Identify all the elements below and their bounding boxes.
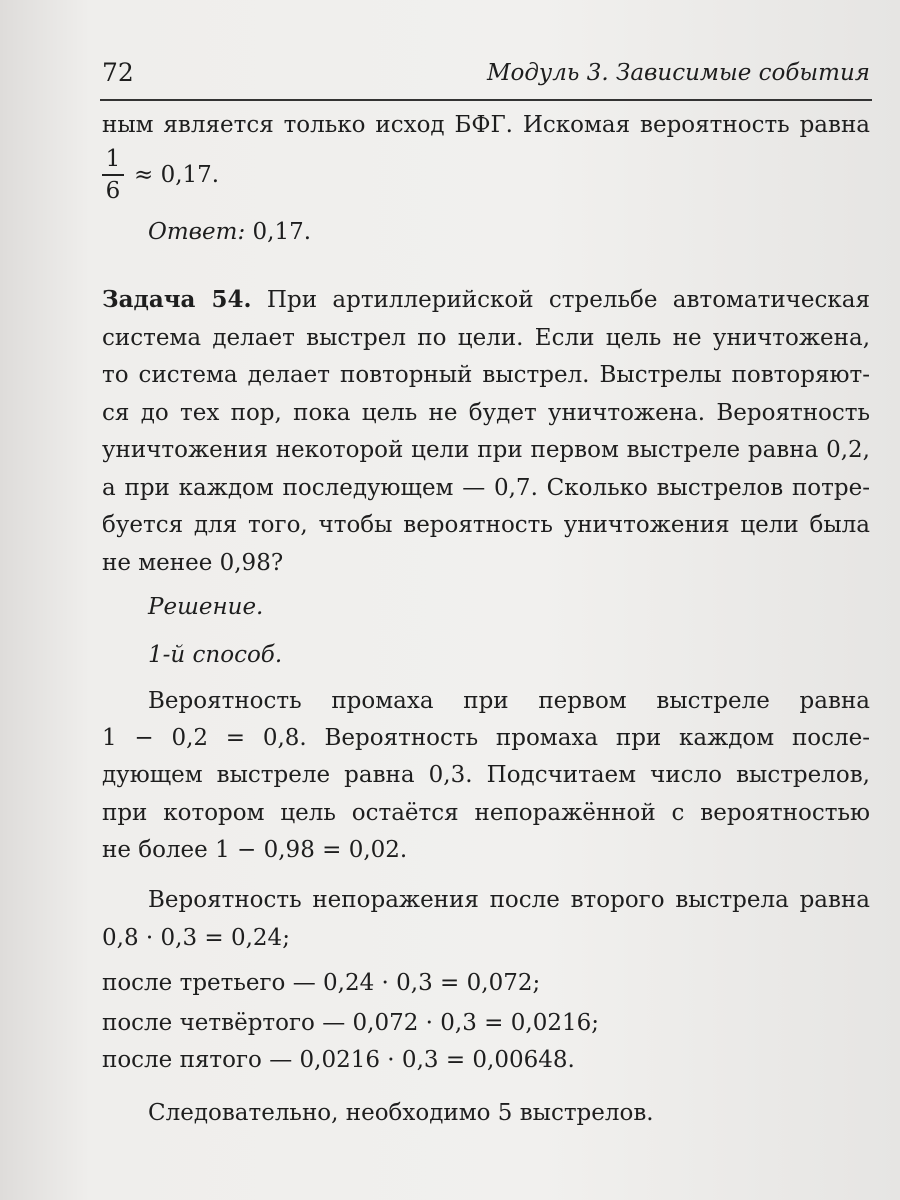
paragraph-line: 1 − 0,2 = 0,8. Вероятность промаха при каждом после- <box>102 725 870 751</box>
problem-text: При артиллерийской стрельбе автоматическая <box>266 287 870 313</box>
paragraph-line: после пятого — 0,0216 · 0,3 = 0,00648. <box>102 1047 575 1073</box>
fraction-bar <box>102 174 124 176</box>
header-rule <box>100 99 872 101</box>
paragraph-line: дующем выстреле равна 0,3. Подсчитаем число выстрелов, <box>102 762 870 788</box>
running-title: Модуль 3. Зависимые события <box>486 60 870 86</box>
paragraph-line: 0,8 · 0,3 = 0,24; <box>102 925 290 951</box>
answer-label: Ответ: <box>148 219 246 245</box>
problem-line <box>102 285 870 315</box>
problem-line: то система делает повторный выстрел. Выстрелы повторяют- <box>102 362 870 388</box>
answer-line <box>148 217 870 247</box>
solution-heading: Решение. <box>148 594 264 620</box>
fraction-denominator: 6 <box>105 177 121 204</box>
problem-line: буется для того, чтобы вероятность уничтожения цели была <box>102 512 870 538</box>
answer-value: 0,17. <box>252 219 312 245</box>
fraction-approx: ≈ 0,17. <box>134 162 220 188</box>
page-number: 72 <box>102 58 134 87</box>
fraction <box>102 146 124 204</box>
paragraph-line: не более 1 − 0,98 = 0,02. <box>102 837 408 863</box>
problem-line: ся до тех пор, пока цель не будет уничтожена. Вероятность <box>102 400 870 426</box>
problem-line: уничтожения некоторой цели при первом выстреле равна 0,2, <box>102 437 870 463</box>
problem-line: не менее 0,98? <box>102 550 284 576</box>
method-heading: 1-й способ. <box>148 642 283 668</box>
paragraph-line: после четвёртого — 0,072 · 0,3 = 0,0216; <box>102 1010 599 1036</box>
paragraph-line: Вероятность промаха при первом выстреле равна <box>148 688 870 714</box>
paragraph-line: при котором цель остаётся непоражённой с вероятностью <box>102 800 870 826</box>
text-line: ным является только исход БФГ. Искомая вероятность равна <box>102 112 870 138</box>
problem-line: а при каждом последующем — 0,7. Сколько выстрелов потре- <box>102 475 870 501</box>
paragraph-line: Вероятность непоражения после второго выстрела равна <box>148 887 870 913</box>
conclusion-line: Следовательно, необходимо 5 выстрелов. <box>148 1100 654 1126</box>
problem-label: Задача 54. <box>102 286 252 313</box>
problem-line: система делает выстрел по цели. Если цель не уничтожена, <box>102 325 870 351</box>
paragraph-line: после третьего — 0,24 · 0,3 = 0,072; <box>102 970 541 996</box>
fraction-numerator: 1 <box>105 146 121 172</box>
